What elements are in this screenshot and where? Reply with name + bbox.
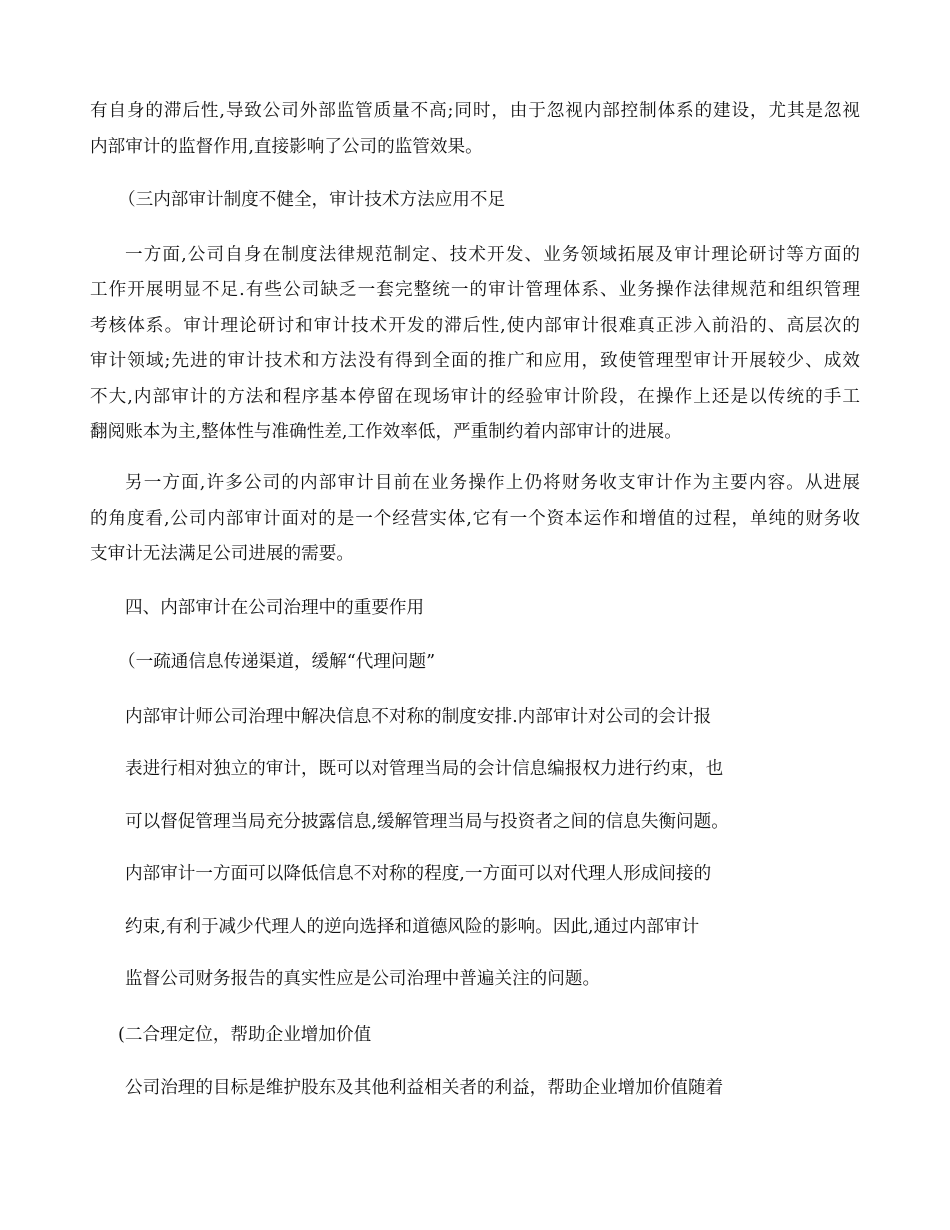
- subheading-4-1: （一疏通信息传递渠道，缓解“代理问题”: [118, 652, 436, 672]
- paragraph-3-line-3: 支审计无法满足公司进展的需要。: [90, 544, 354, 564]
- paragraph-2-line-5: 不大,内部审计的方法和程序基本停留在现场审计的经验审计阶段，在操作上还是以传统的手工: [90, 387, 860, 407]
- paragraph-4-line-6: 监督公司财务报告的真实性应是公司治理中普遍关注的问题。: [125, 969, 601, 989]
- paragraph-3-line-2: 的角度看,公司内部审计面对的是一个经营实体,它有一个资本运作和增值的过程，单纯的财务收: [90, 509, 860, 529]
- paragraph-1-line-2: 内部审计的监督作用,直接影响了公司的监管效果。: [90, 137, 483, 157]
- paragraph-2-line-1: 一方面,公司自身在制度法律规范制定、技术开发、业务领域拓展及审计理论研讨等方面的: [125, 245, 860, 265]
- paragraph-4-line-3: 可以督促管理当局充分披露信息,缓解管理当局与投资者之间的信息失衡问题。: [125, 812, 729, 832]
- subheading-4-2: (二合理定位，帮助企业增加价值: [118, 1025, 372, 1045]
- paragraph-4-line-4: 内部审计一方面可以降低信息不对称的程度,一方面可以对代理人形成间接的: [125, 864, 712, 884]
- paragraph-4-line-2: 表进行相对独立的审计，既可以对管理当局的会计信息编报权力进行约束，也: [125, 759, 724, 779]
- paragraph-2-line-2: 工作开展明显不足.有些公司缺乏一套完整统一的审计管理体系、业务操作法律规范和组织管理: [90, 280, 860, 300]
- paragraph-2-line-3: 考核体系。审计理论研讨和审计技术开发的滞后性,使内部审计很难真正涉入前沿的、高层次的: [90, 316, 860, 336]
- paragraph-2-line-4: 审计领域;先进的审计技术和方法没有得到全面的推广和应用，致使管理型审计开展较少、成效: [90, 351, 860, 371]
- paragraph-4-line-1: 内部审计师公司治理中解决信息不对称的制度安排.内部审计对公司的会计报: [125, 707, 712, 727]
- paragraph-1-line-1: 有自身的滞后性,导致公司外部监管质量不高;同时，由于忽视内部控制体系的建设，尤其是忽视: [90, 101, 860, 121]
- section-4-heading: 四、内部审计在公司治理中的重要作用: [125, 598, 425, 618]
- paragraph-5-line-1: 公司治理的目标是维护股东及其他利益相关者的利益，帮助企业增加价值随着: [125, 1078, 724, 1098]
- subheading-three: （三内部审计制度不健全，审计技术方法应用不足: [118, 190, 506, 210]
- paragraph-3-line-1: 另一方面,许多公司的内部审计目前在业务操作上仍将财务收支审计作为主要内容。从进展: [125, 473, 860, 493]
- paragraph-4-line-5: 约束,有利于减少代理人的逆向选择和道德风险的影响。因此,通过内部审计: [125, 917, 700, 937]
- paragraph-2-line-6: 翻阅账本为主,整体性与准确性差,工作效率低，严重制约着内部审计的进展。: [90, 422, 682, 442]
